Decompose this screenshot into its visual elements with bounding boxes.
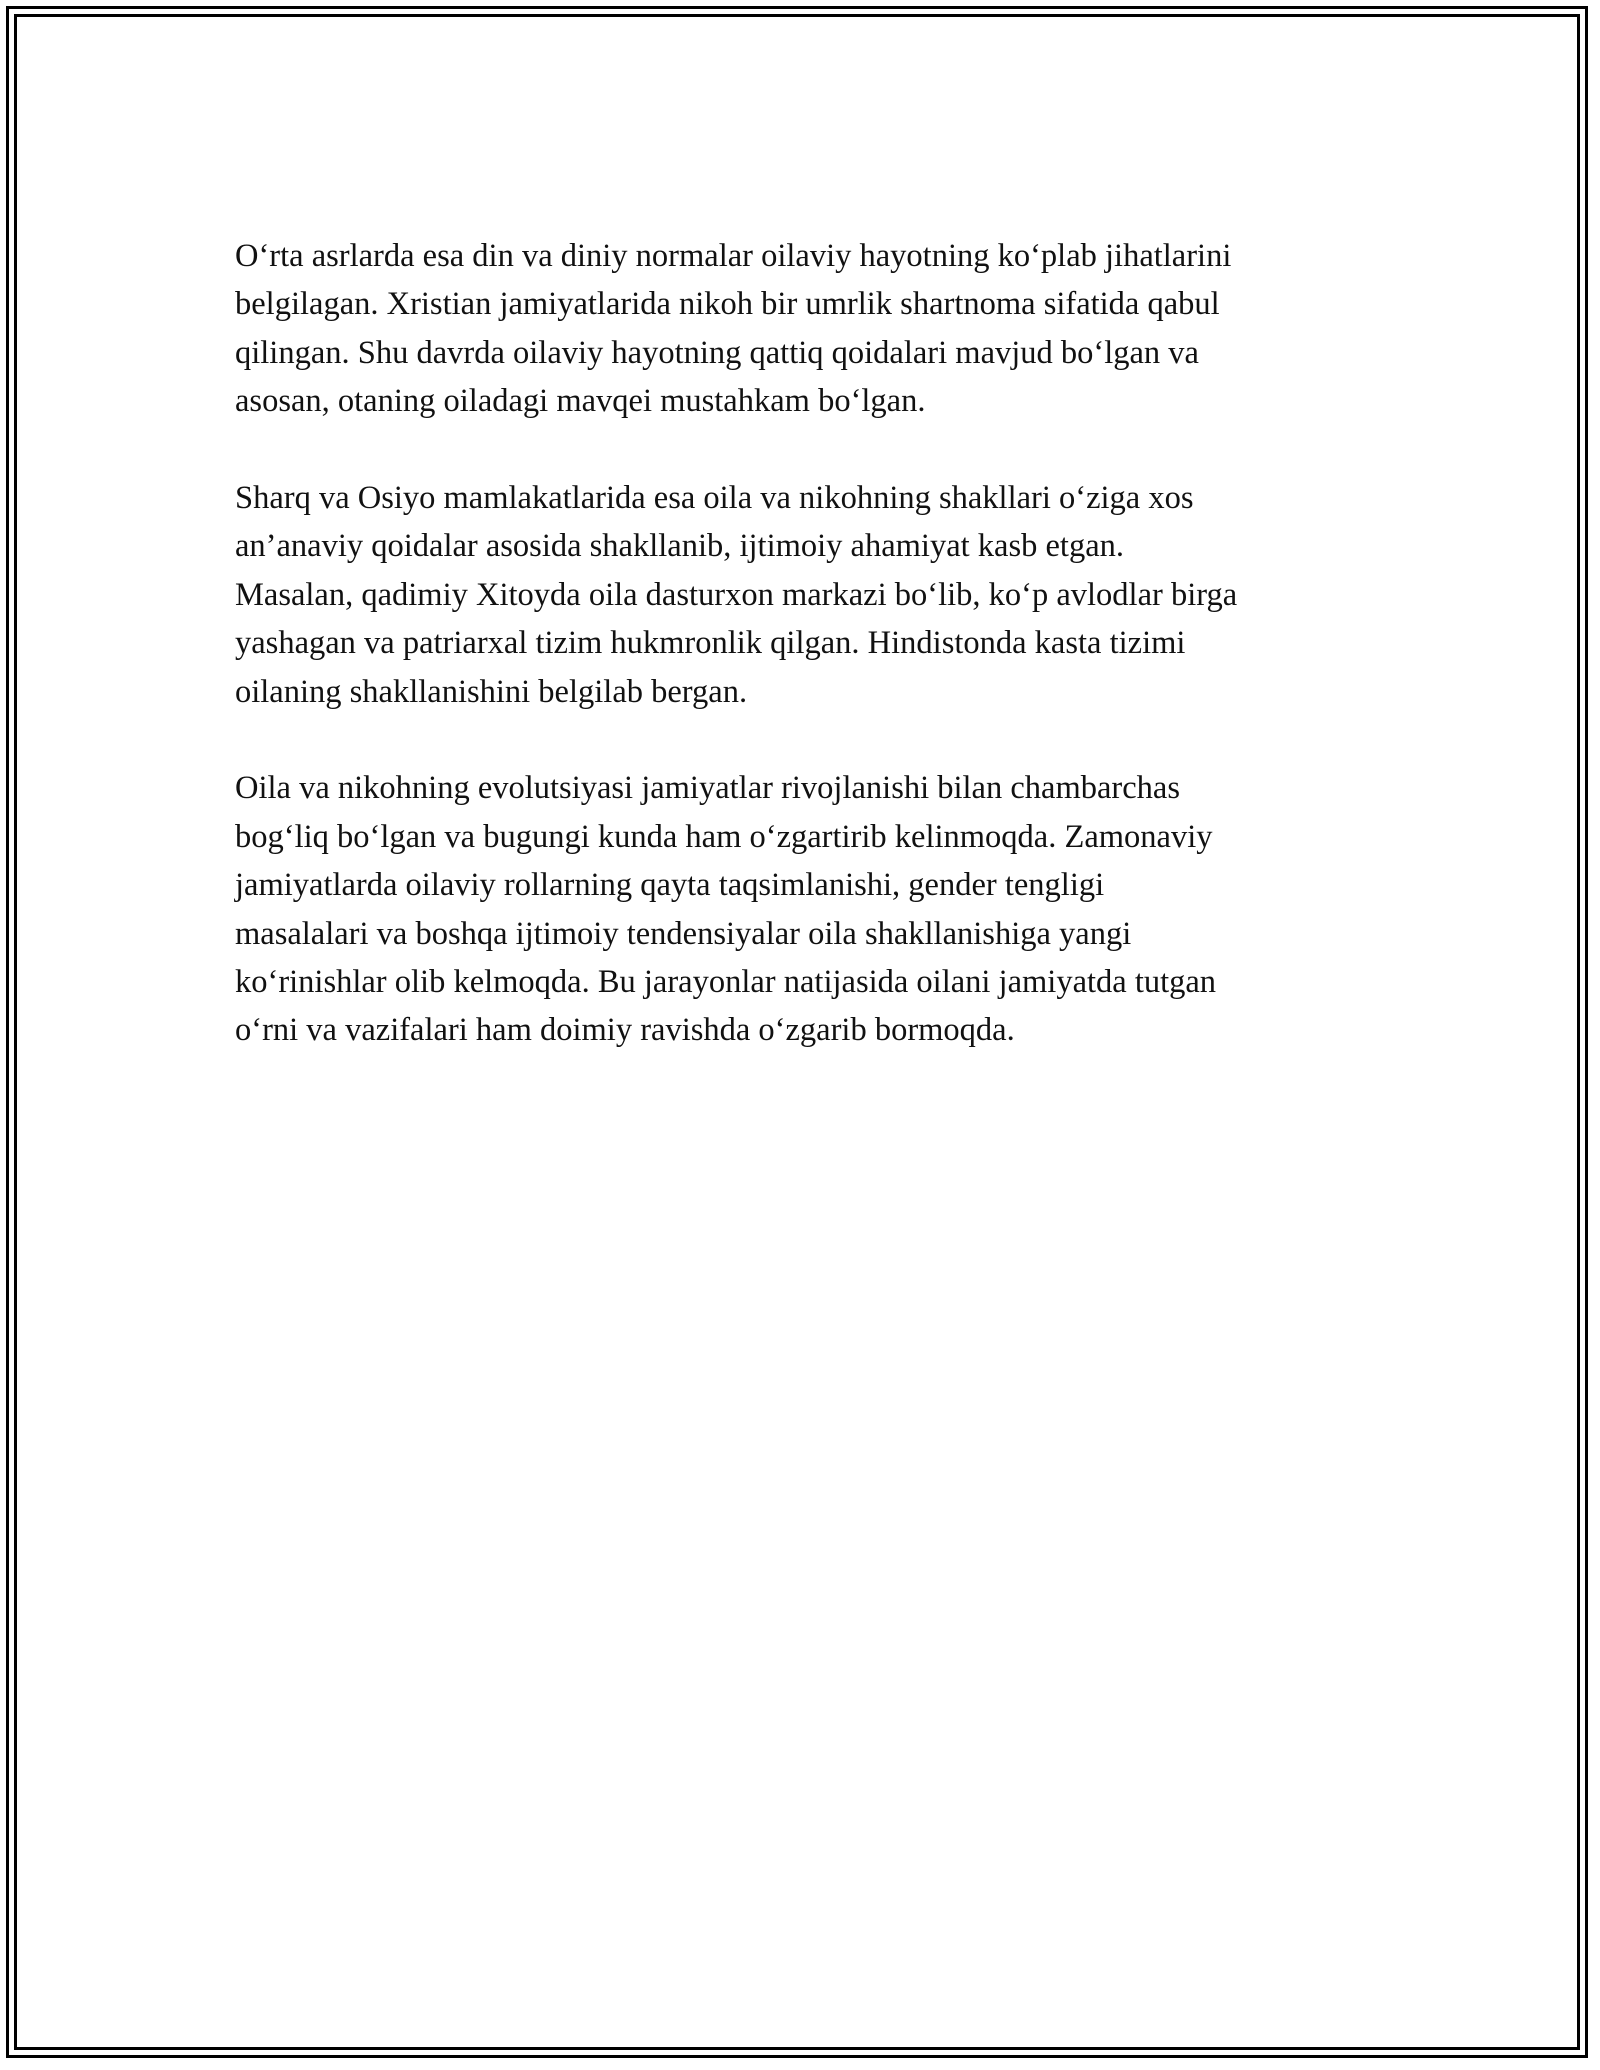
paragraph-line: O‘rta asrlarda esa din va diniy normalar oilaviy hayotning ko‘plab jihatlarini — [235, 238, 1232, 274]
document-body — [235, 232, 1375, 1103]
paragraph-line: masalalari va boshqa ijtimoiy tendensiyalar oila shakllanishiga yangi — [235, 915, 1132, 952]
paragraph-line: asosan, otaning oiladagi mavqei mustahkam bo‘lgan. — [235, 383, 926, 420]
paragraph-line: an’anaviy qoidalar asosida shakllanib, ijtimoiy ahamiyat kasb etgan. — [235, 528, 1124, 565]
paragraph-1 — [235, 232, 1375, 426]
paragraph-2 — [235, 474, 1375, 716]
paragraph-line: ko‘rinishlar olib kelmoqda. Bu jarayonlar natijasida oilani jamiyatda tutgan — [235, 964, 1217, 1001]
paragraph-line: belgilagan. Xristian jamiyatlarida nikoh bir umrlik shartnoma sifatida qabul — [235, 286, 1220, 323]
paragraph-line: Oila va nikohning evolutsiyasi jamiyatlar rivojlanishi bilan chambarchas — [235, 770, 1180, 807]
paragraph-line: bog‘liq bo‘lgan va bugungi kunda ham o‘zgartirib kelinmoqda. Zamonaviy — [235, 818, 1213, 855]
paragraph-line: jamiyatlarda oilaviy rollarning qayta taqsimlanishi, gender tengligi — [235, 867, 1105, 904]
paragraph-line: Sharq va Osiyo mamlakatlarida esa oila va nikohning shakllari o‘ziga xos — [235, 480, 1194, 517]
paragraph-line: oilaning shakllanishini belgilab bergan. — [235, 673, 748, 710]
paragraph-line: Masalan, qadimiy Xitoyda oila dasturxon markazi bo‘lib, ko‘p avlodlar birga — [235, 576, 1238, 613]
paragraph-3 — [235, 764, 1375, 1054]
paragraph-line: o‘rni va vazifalari ham doimiy ravishda o‘zgarib bormoqda. — [235, 1012, 1015, 1049]
paragraph-line: qilingan. Shu davrda oilaviy hayotning qattiq qoidalari mavjud bo‘lgan va — [235, 334, 1199, 371]
paragraph-line: yashagan va patriarxal tizim hukmronlik qilgan. Hindistonda kasta tizimi — [235, 625, 1186, 662]
